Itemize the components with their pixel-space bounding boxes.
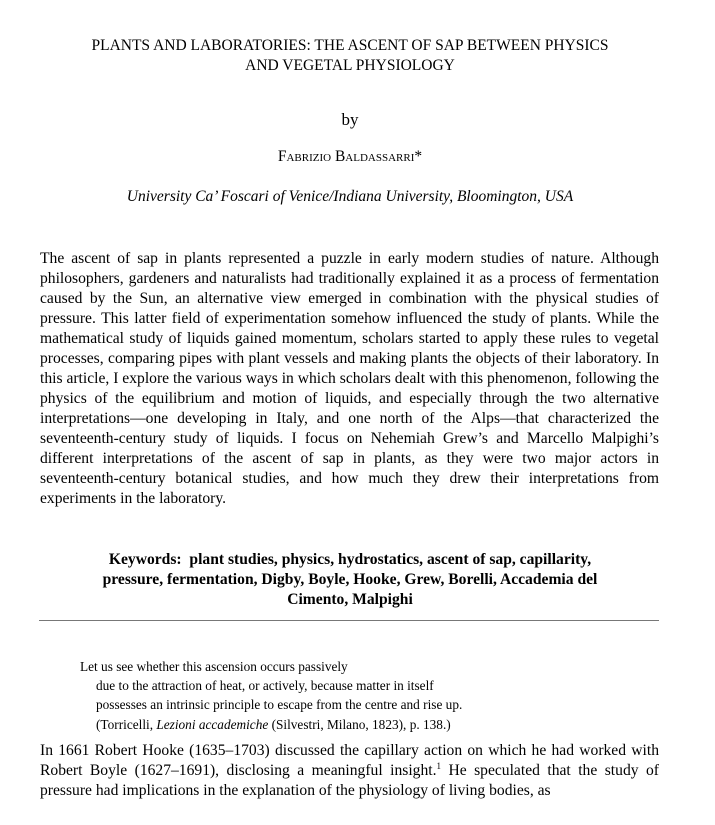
author-name: Fabrizio Baldassarri* xyxy=(277,148,423,165)
body-text-part-2: He speculated that the study of pressure had implications in the explanation of the physiology of living bodies, as xyxy=(40,762,659,799)
epigraph-line-3: possesses an intrinsic principle to escape from the centre and rise up. xyxy=(96,697,463,713)
keywords-line-3: Cimento, Malpighi xyxy=(287,591,413,608)
abstract-paragraph: The ascent of sap in plants represented a puzzle in early modern studies of nature. Although philosophers, gardeners and naturalists had traditionally explained it as a process of fermentation caused by the Sun, an alternative view emerged in combination with the physical studies of pressure. This latter field of experimentation somehow influenced the study of plants. While the mathematical study of liquids gained momentum, scholars started to apply these rules to vegetal processes, comparing pipes with plant vessels and making plants the objects of their laboratory. In this article, I explore the various ways in which scholars dealt with this phenomenon, following the physics of the equilibrium and motion of liquids, and especially through the two alternative interpretations—one developing in Italy, and one north of the Alps—that characterized the seventeenth-century study of liquids. I focus on Nehemiah Grew’s and Marcello Malpighi’s different interpretations of the ascent of sap in plants, as they were two major actors in seventeenth-century botanical studies, and how much they drew their interpretations from experiments in the laboratory. xyxy=(40,250,659,507)
body-paragraph xyxy=(40,741,659,801)
keywords-line-2: pressure, fermentation, Digby, Boyle, Hooke, Grew, Borelli, Accademia del xyxy=(102,571,598,588)
citation-suffix: (Silvestri, Milano, 1823), p. 138.) xyxy=(268,716,451,732)
epigraph-citation xyxy=(80,715,580,734)
keywords-block xyxy=(60,550,640,610)
citation-prefix: (Torricelli, xyxy=(96,716,157,732)
epigraph-line-2: due to the attraction of heat, or actively, because matter in itself xyxy=(96,678,434,694)
body-text-part-1: In 1661 Robert Hooke (1635–1703) discussed the capillary action on which he had worked with Robert Boyle (1627–1691), disclosing a meaningful insight. xyxy=(40,742,659,779)
epigraph-line-1: Let us see whether this ascension occurs passively xyxy=(80,659,348,674)
article-title xyxy=(40,36,660,76)
title-line-2: AND VEGETAL PHYSIOLOGY xyxy=(245,57,455,74)
keywords-line-1: plant studies, physics, hydrostatics, ascent of sap, capillarity, xyxy=(189,551,592,568)
byline-by: by xyxy=(341,110,359,129)
footnote-reference[interactable]: 1 xyxy=(436,760,441,771)
citation-title: Lezioni accademiche xyxy=(156,716,269,732)
title-line-1: PLANTS AND LABORATORIES: THE ASCENT OF SAP BETWEEN PHYSICS xyxy=(91,37,609,54)
keywords-label: Keywords: xyxy=(108,551,182,568)
section-divider xyxy=(39,620,659,621)
epigraph-quote xyxy=(80,657,580,734)
author-affiliation: University Ca’ Foscari of Venice/Indiana University, Bloomington, USA xyxy=(126,188,574,205)
